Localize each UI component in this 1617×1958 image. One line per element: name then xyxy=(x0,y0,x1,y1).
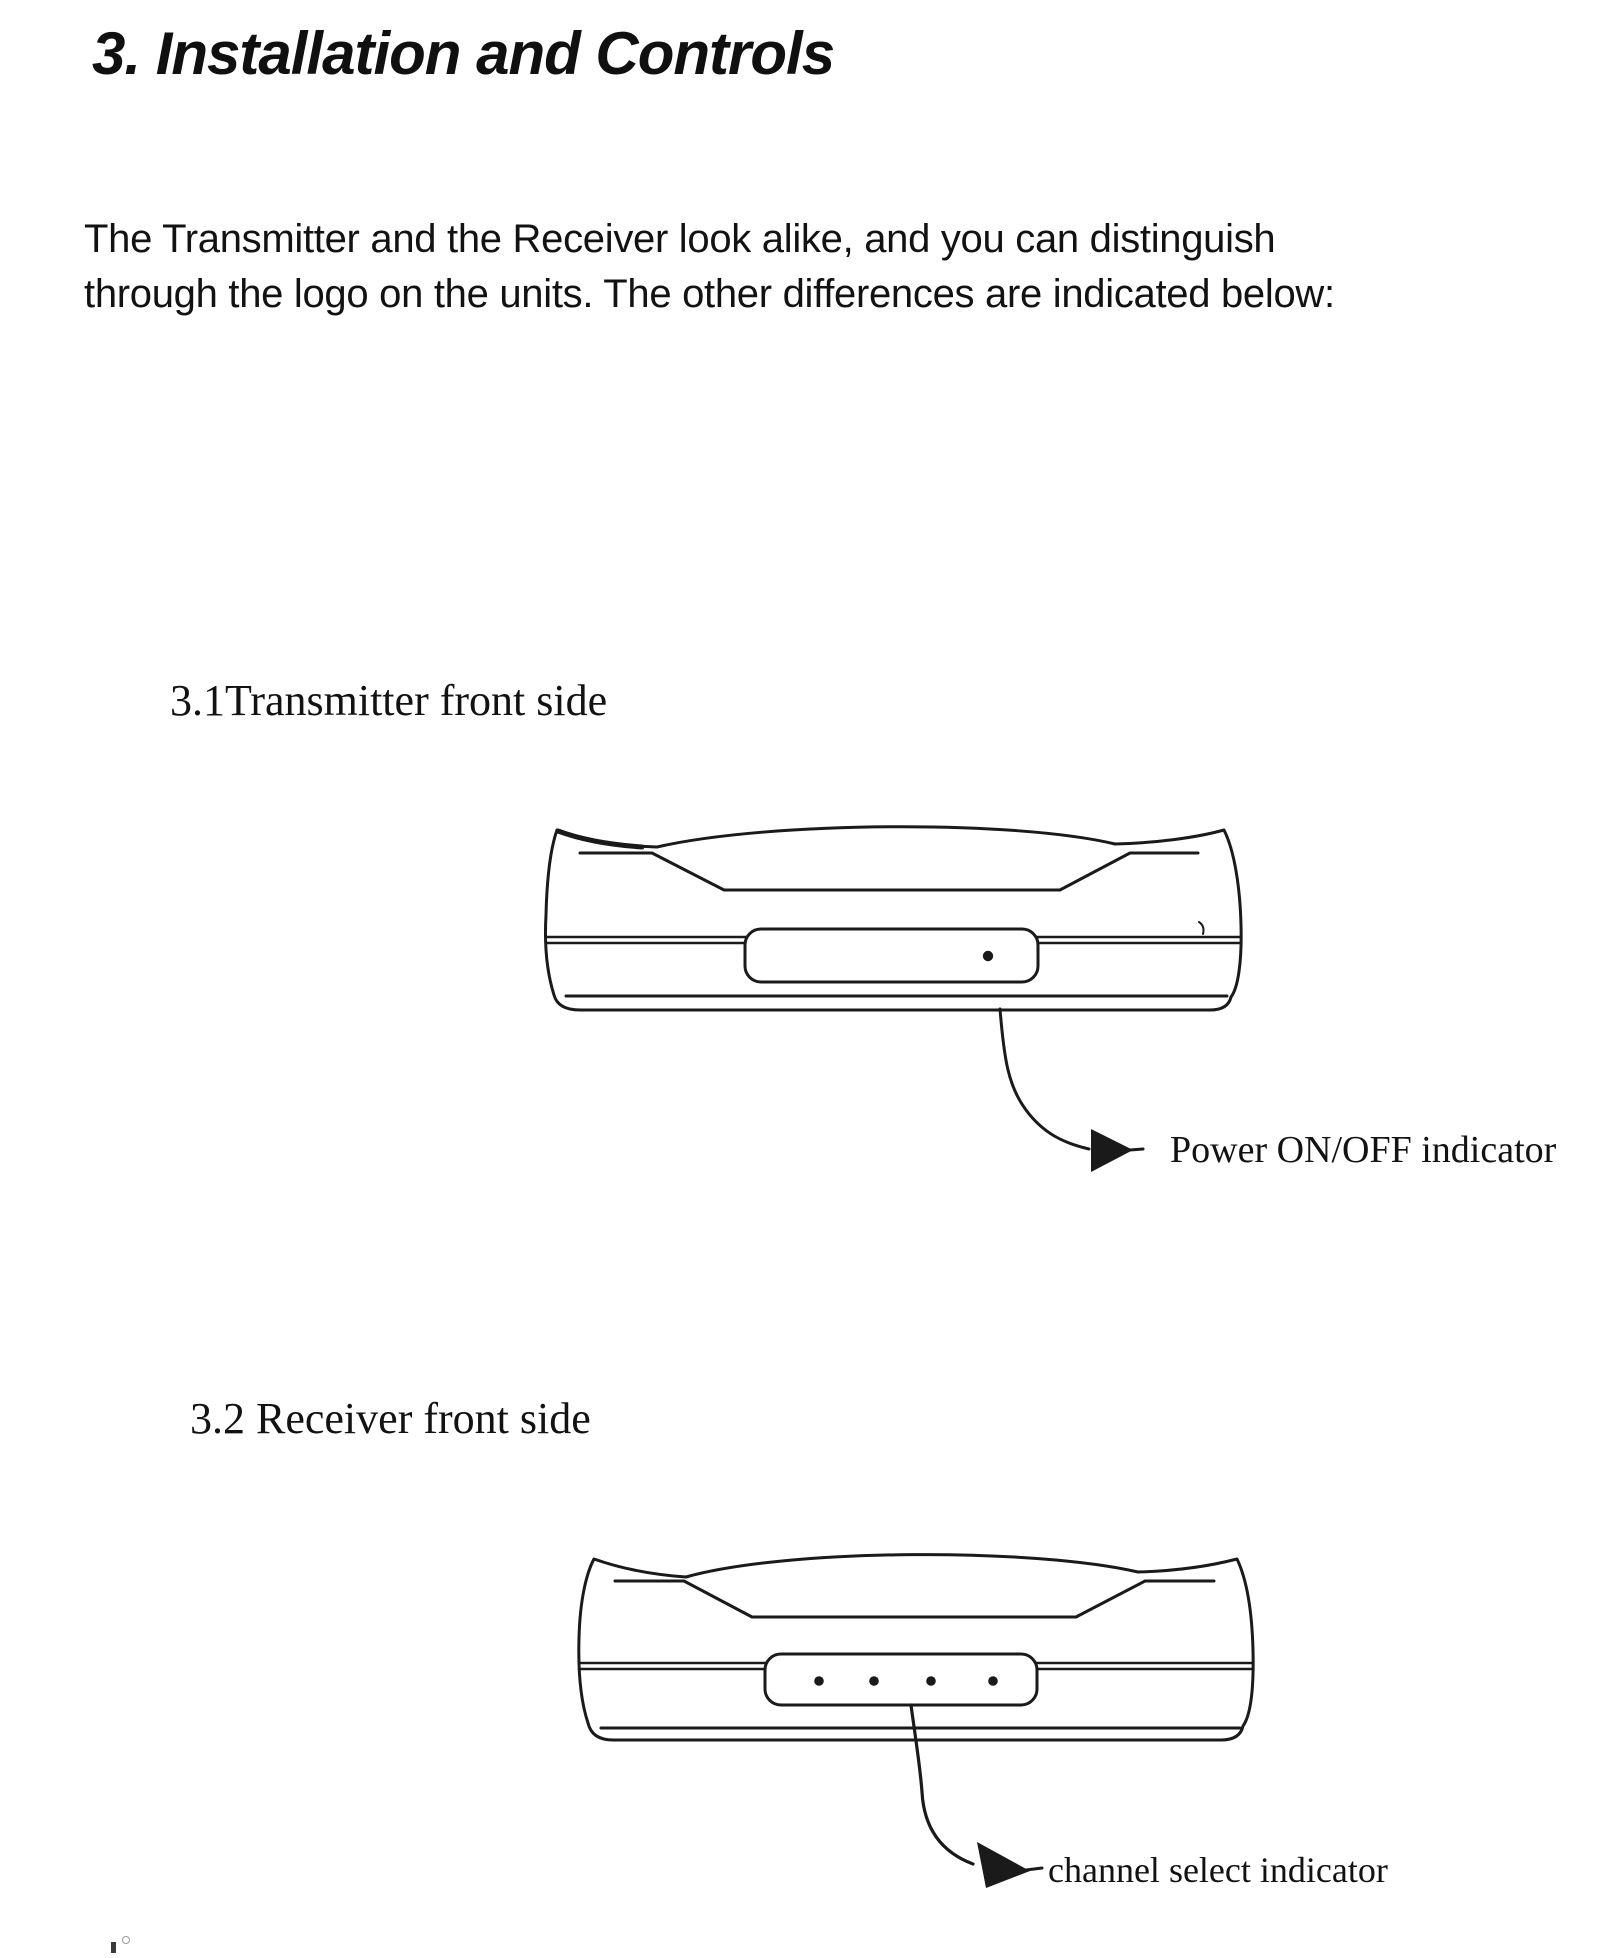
channel-led-dot xyxy=(926,1676,936,1686)
page-title: 3. Installation and Controls xyxy=(92,20,835,87)
section-title-receiver: 3.2 Receiver front side xyxy=(190,1394,591,1443)
scan-artifact-bar xyxy=(111,1942,116,1953)
device-top-inset-line xyxy=(615,1581,1214,1617)
channel-led-dot xyxy=(988,1676,998,1686)
leader-line xyxy=(1000,1009,1089,1149)
section-title-transmitter: 3.1Transmitter front side xyxy=(170,676,608,725)
intro-line-2: through the logo on the units. The other differences are indicated below: xyxy=(84,272,1335,316)
device-top-inset-line xyxy=(580,853,1198,890)
intro-paragraph xyxy=(84,212,1335,322)
scan-tick xyxy=(1199,922,1204,934)
top-swoosh-stroke xyxy=(558,831,642,847)
callout-label-power: Power ON/OFF indicator xyxy=(1170,1129,1557,1171)
channel-led-dot xyxy=(869,1676,879,1686)
arrow-tail-line xyxy=(1026,1868,1042,1870)
intro-line-1: The Transmitter and the Receiver look alike, and you can distinguish xyxy=(84,217,1276,261)
scan-artifact-ring xyxy=(122,1936,130,1944)
callout-label-channel: channel select indicator xyxy=(1048,1850,1388,1890)
scan-artifact xyxy=(110,1936,134,1954)
arrow-tail-line xyxy=(1130,1149,1143,1150)
callout-arrow-icon xyxy=(1091,1129,1133,1172)
power-led-dot xyxy=(983,951,993,961)
led-panel xyxy=(745,929,1038,982)
callout-arrow-icon xyxy=(977,1842,1030,1888)
channel-led-dot xyxy=(814,1676,824,1686)
transmitter-figure xyxy=(510,795,1270,1185)
